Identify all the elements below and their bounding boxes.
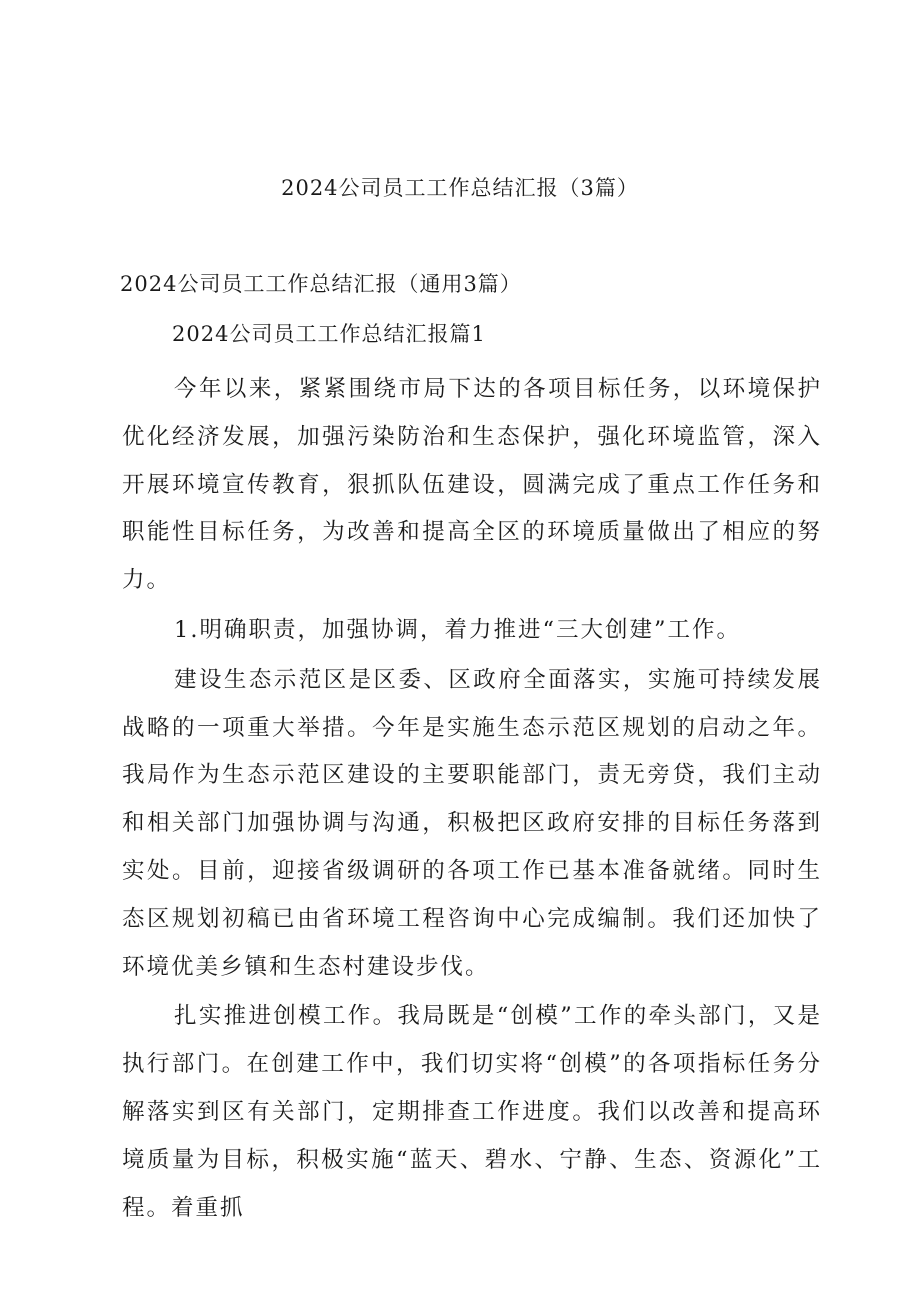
document-subtitle: 2024公司员工工作总结汇报（通用3篇） (120, 272, 522, 296)
paragraph-item-1: 1.明确职责，加强协调，着力推进“三大创建”工作。 (174, 616, 741, 643)
paragraph-intro: 今年以来，紧紧围绕市局下达的各项目标任务，以环境保护优化经济发展，加强污染防治和生态保护，强化环境监管，深入开展环境宣传教育，狠抓队伍建设，圆满完成了重点工作任务和职能性目标任务，为改善和提高全区的环境质量做出了相应的努力。 (122, 376, 822, 594)
document-title: 2024公司员工工作总结汇报（3篇） (281, 176, 639, 200)
section-heading: 2024公司员工工作总结汇报篇1 (172, 322, 486, 346)
paragraph-model-city: 扎实推进创模工作。我局既是“创模”工作的牵头部门，又是执行部门。在创建工作中，我们切实将“创模”的各项指标任务分解落实到区有关部门，定期排查工作进度。我们以改善和提高环境质量为目标，积极实施“蓝天、碧水、宁静、生态、资源化”工程。着重抓 (122, 1003, 822, 1221)
document-body (122, 366, 822, 1234)
paragraph-ecological-zone: 建设生态示范区是区委、区政府全面落实，实施可持续发展战略的一项重大举措。今年是实施生态示范区规划的启动之年。我局作为生态示范区建设的主要职能部门，责无旁贷，我们主动和相关部门加强协调与沟通，积极把区政府安排的目标任务落到实处。目前，迎接省级调研的各项工作已基本准备就绪。同时生态区规划初稿已由省环境工程咨询中心完成编制。我们还加快了环境优美乡镇和生态村建设步伐。 (122, 666, 822, 980)
